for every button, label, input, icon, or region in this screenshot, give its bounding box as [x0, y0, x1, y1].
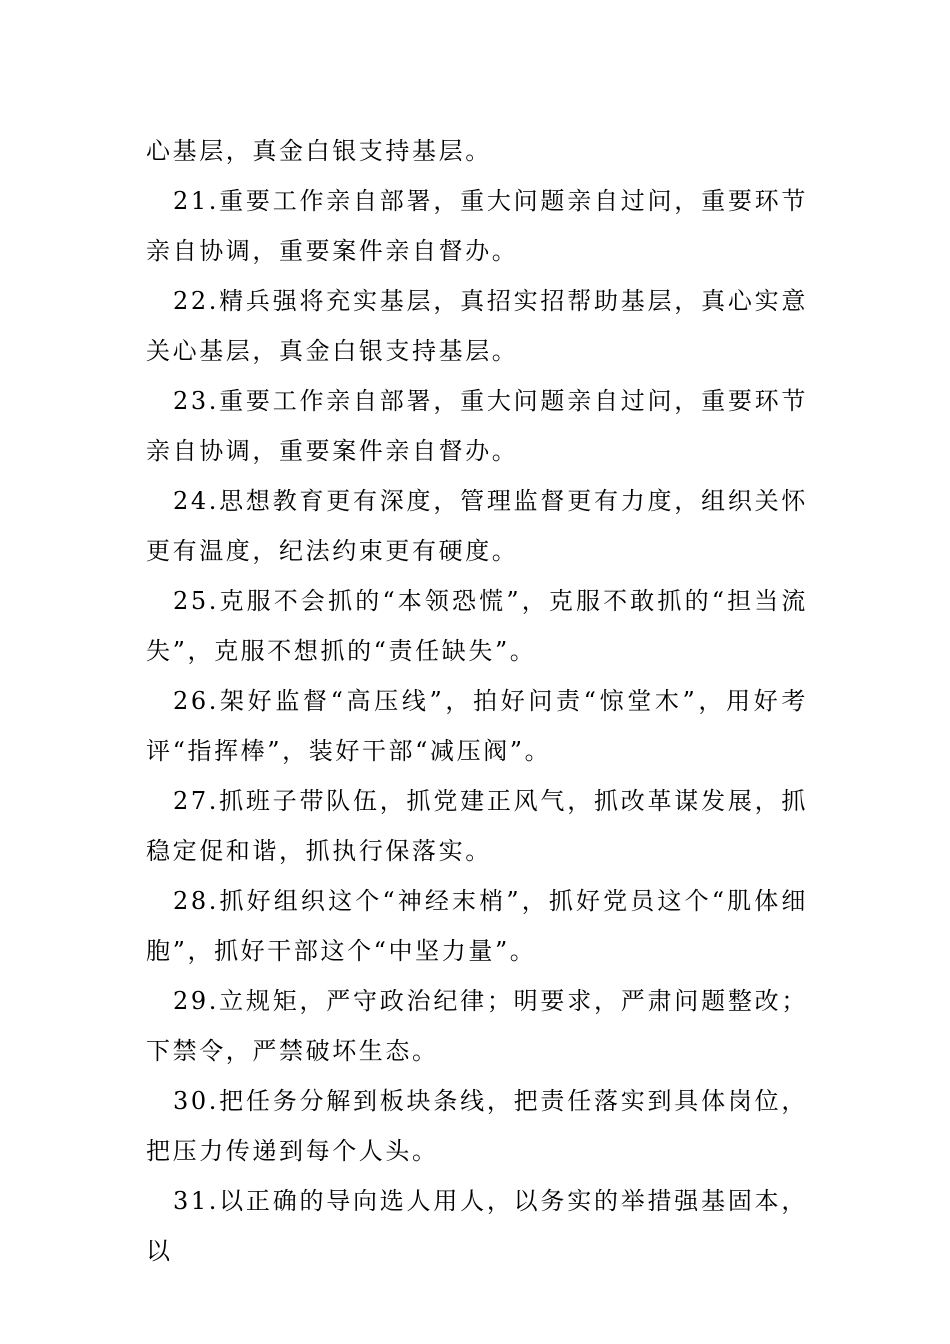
paragraph-item-30: 30.把任务分解到板块条线，把责任落实到具体岗位，把压力传递到每个人头。: [146, 1087, 808, 1165]
paragraph-item-21: 21.重要工作亲自部署，重大问题亲自过问，重要环节亲自协调，重要案件亲自督办。: [146, 187, 808, 265]
paragraph-item-24: 24.思想教育更有深度，管理监督更有力度，组织关怀更有温度，纪法约束更有硬度。: [146, 487, 808, 565]
paragraph-item-31: 31.以正确的导向选人用人，以务实的举措强基固本，以: [146, 1187, 808, 1265]
paragraph-item-28: 28.抓好组织这个“神经末梢”，抓好党员这个“肌体细胞”，抓好干部这个“中坚力量”。: [146, 887, 808, 965]
paragraph-continuation: 心基层，真金白银支持基层。: [146, 137, 492, 165]
paragraph-item-27: 27.抓班子带队伍，抓党建正风气，抓改革谋发展，抓稳定促和谐，抓执行保落实。: [146, 787, 808, 865]
paragraph-item-29: 29.立规矩，严守政治纪律；明要求，严肃问题整改；下禁令，严禁破坏生态。: [146, 987, 808, 1065]
paragraph-item-23: 23.重要工作亲自部署，重大问题亲自过问，重要环节亲自协调，重要案件亲自督办。: [146, 387, 808, 465]
document-body: [146, 126, 808, 1276]
paragraph-item-25: 25.克服不会抓的“本领恐慌”，克服不敢抓的“担当流失”，克服不想抓的“责任缺失”。: [146, 587, 808, 665]
paragraph-item-26: 26.架好监督“高压线”，拍好问责“惊堂木”，用好考评“指挥棒”，装好干部“减压阀”。: [146, 687, 808, 765]
paragraph-item-22: 22.精兵强将充实基层，真招实招帮助基层，真心实意关心基层，真金白银支持基层。: [146, 287, 808, 365]
